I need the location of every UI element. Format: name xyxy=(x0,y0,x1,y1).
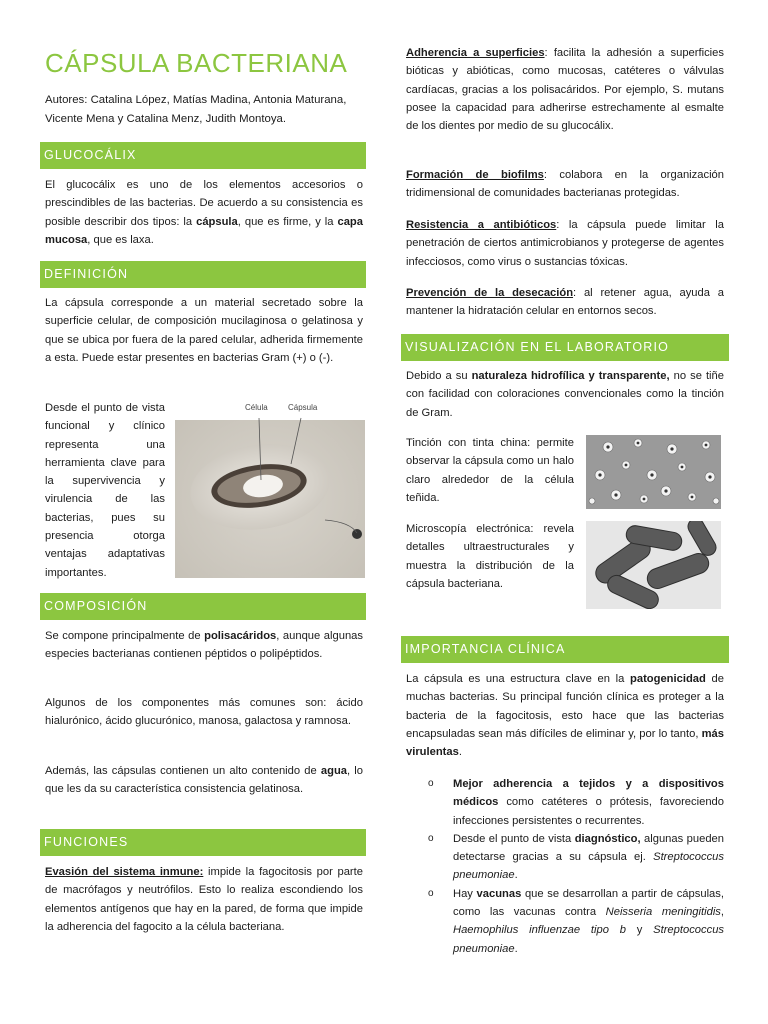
glucocalix-paragraph: El glucocálix es uno de los elementos accesorios o prescindibles de las bacterias. De acuerdo a su consistencia es posible describir dos tipos: la cápsula, que es firme, y la capa mucosa, que es laxa. xyxy=(45,179,363,246)
section-heading-funciones: FUNCIONES xyxy=(40,829,366,856)
importancia-paragraph: La cápsula es una estructura clave en la patogenicidad de muchas bacterias. Su principal función clínica es proteger a la bacteria de la fagocitosis, esto hace que las bacterias encapsuladas sean más difíciles de eliminar y, por lo tanto, más virulentas. xyxy=(406,673,724,759)
funcion-evasion: Evasión del sistema inmune: impide la fagocitosis por parte de macrófagos y neutrófilos. Esto lo realiza escondiendo los elementos antígenos que hay en la pared, de forma que impide la adherencia del fagocito a la célula bacteriana. xyxy=(45,866,363,933)
electron-micrograph xyxy=(586,521,721,609)
definicion-paragraph-1: La cápsula corresponde a un material secretado sobre la superficie celular, de composición mucilaginosa o gelatinosa y que se ubica por fuera de la pared celular, adherida firmemente a esta. Puede estar presentes en bacterias Gram (+) o (-). xyxy=(45,297,363,364)
figure-label-capsule: Cápsula xyxy=(288,403,318,412)
funcion-biofilms: Formación de biofilms: colabora en la organización tridimensional de comunidades bacterianas protegidas. xyxy=(406,169,724,200)
list-item: o Hay vacunas que se desarrollan a partir de cápsulas, como las vacunas contra Neisseria meningitidis, Haemophilus influenzae tipo b y Streptococcus pneumoniae. xyxy=(406,885,724,958)
microscopia-electronica-text: Microscopía electrónica: revela detalles ultraestructurales y muestra la distribución de la cápsula bacteriana. xyxy=(406,523,574,590)
bullet-icon: o xyxy=(428,832,434,844)
importancia-bullet-list xyxy=(406,775,724,958)
authors: Autores: Catalina López, Matías Madina, Antonia Maturana, Vicente Mena y Catalina Menz, Judith Montoya. xyxy=(45,94,347,125)
funcion-desecacion: Prevención de la desecación: al retener agua, ayuda a mantener la hidratación celular en entornos secos. xyxy=(406,287,724,318)
figure-label-cell: Célula xyxy=(245,403,268,412)
visualizacion-paragraph-1: Debido a su naturaleza hidrofílica y transparente, no se tiñe con facilidad con coloraciones convencionales como la tinción de Gram. xyxy=(406,370,724,419)
list-item: o Mejor adherencia a tejidos y a dispositivos médicos como catéteres o prótesis, favoreciendo infecciones persistentes o recurrentes. xyxy=(406,775,724,830)
bullet-icon: o xyxy=(428,778,434,789)
composicion-paragraph-2: Algunos de los componentes más comunes son: ácido hialurónico, ácido glucurónico, manosa, galactosa y ramnosa. xyxy=(45,697,363,728)
tincion-tinta-china-text: Tinción con tinta china: permite observar la cápsula como un halo claro alrededor de la célula teñida. xyxy=(406,437,574,504)
composicion-paragraph-3: Además, las cápsulas contienen un alto contenido de agua, lo que les da su característica consistencia gelatinosa. xyxy=(45,765,363,796)
india-ink-micrograph xyxy=(586,435,721,509)
funcion-adherencia: Adherencia a superficies: facilita la adhesión a superficies bióticas y abióticas, como mucosas, catéteres o válvulas cardíacas, gracias a los polisacáridos. Por ejemplo, S. mutans posee la capacidad para adherirse estrechamente al esmalte de los dientes por medio de su glucocálix. xyxy=(406,47,724,133)
capsule-micrograph xyxy=(175,400,365,578)
section-heading-importancia: IMPORTANCIA CLÍNICA xyxy=(401,636,729,663)
bullet-icon: o xyxy=(428,887,434,899)
section-heading-glucocalix: GLUCOCÁLIX xyxy=(40,142,366,169)
composicion-paragraph-1: Se compone principalmente de polisacáridos, aunque algunas especies bacterianas contienen péptidos o polipéptidos. xyxy=(45,630,363,661)
section-heading-visualizacion: VISUALIZACIÓN EN EL LABORATORIO xyxy=(401,334,729,361)
section-heading-definicion: DEFINICIÓN xyxy=(40,261,366,288)
list-item: o Desde el punto de vista diagnóstico, algunas pueden detectarse gracias a su cápsula ej. Streptococcus pneumoniae. xyxy=(406,830,724,885)
section-heading-composicion: COMPOSICIÓN xyxy=(40,593,366,620)
funcion-resistencia: Resistencia a antibióticos: la cápsula puede limitar la penetración de ciertos antimicrobianos y protegerse de agentes infecciosos, como virus o sustancias tóxicas. xyxy=(406,219,724,268)
page-title: CÁPSULA BACTERIANA xyxy=(45,48,348,78)
definicion-paragraph-2: Desde el punto de vista funcional y clínico representa una herramienta clave para la supervivencia y virulencia de las bacterias, pues su presencia otorga ventajas adaptativas importantes. xyxy=(45,402,165,579)
